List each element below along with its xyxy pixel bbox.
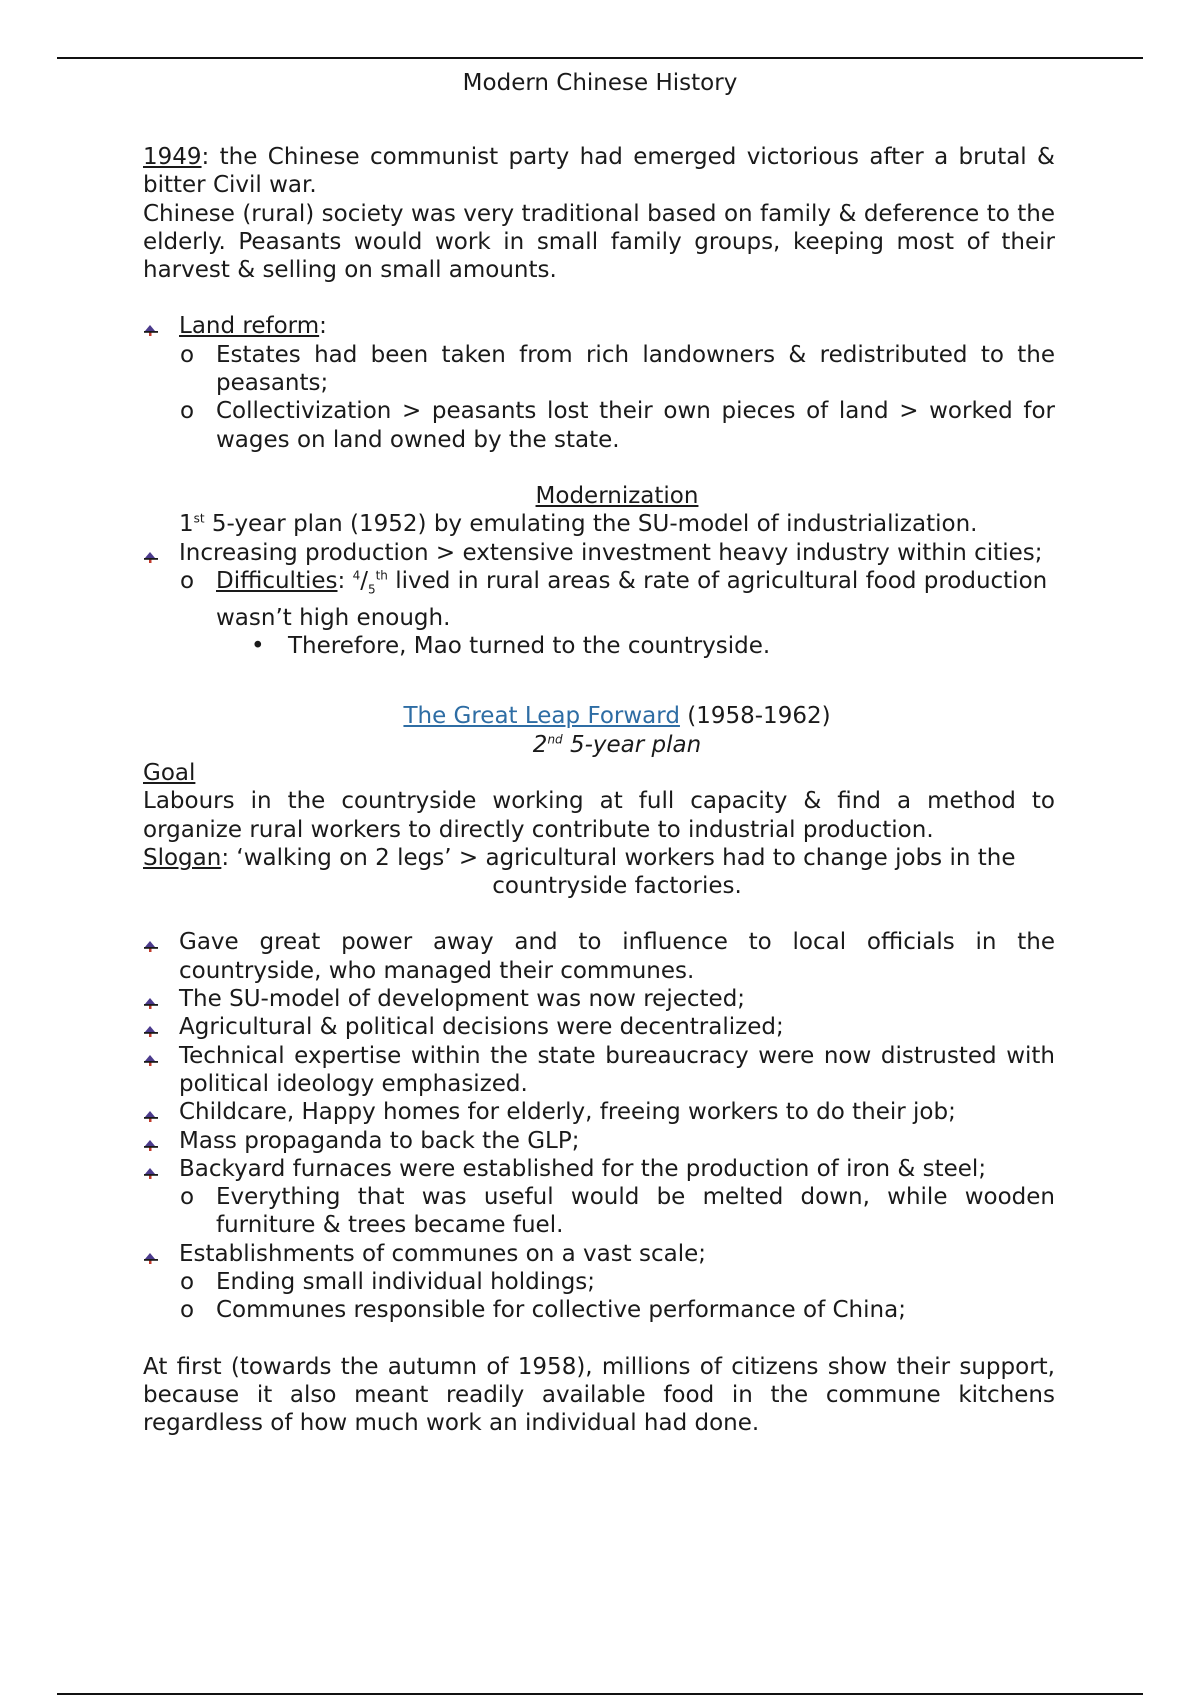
document-body (143, 143, 1055, 1437)
glf-bullet-1: Gave great power away and to influence to local officials in the countryside, who managed their communes. (143, 928, 1055, 985)
circle-marker: o (180, 1297, 195, 1324)
commune-sub-item-1: o Ending small individual holdings; (180, 1268, 596, 1295)
therefore-item: • Therefore, Mao turned to the countryside. (251, 633, 771, 660)
land-reform-bullet: Land reform: (143, 312, 1055, 340)
glf-bullet-2: The SU-model of development was now rejected; (143, 985, 1055, 1013)
bottom-rule (57, 1693, 1143, 1695)
goal-text: Labours in the countryside working at full capacity & find a method to organize rural workers to directly contribute to industrial production. (143, 788, 1055, 843)
year-1949: 1949 (143, 144, 202, 170)
arrow-bullet-icon (143, 1042, 163, 1077)
closing-paragraph: At first (towards the autumn of 1958), millions of citizens show their support, because it also meant readily available food in the commune kitchens regardless of how much work an individual had done. (143, 1353, 1055, 1437)
land-reform-title: Land reform (179, 313, 320, 340)
difficulties-label: Difficulties (216, 567, 338, 594)
circle-marker: o (180, 398, 195, 425)
glf-heading: The Great Leap Forward (1958-1962) (403, 703, 831, 730)
second-plan-line: 2nd 5-year plan (532, 731, 702, 758)
land-reform-item-1: o Estates had been taken from rich landowners & redistributed to the peasants; (180, 341, 1055, 397)
modernization-heading-row (143, 482, 1055, 510)
dot-marker: • (251, 633, 265, 660)
top-rule (57, 57, 1143, 59)
slogan-paragraph: Slogan: ‘walking on 2 legs’ > agricultural workers had to change jobs in the (143, 844, 1016, 871)
commune-sub-item-2: o Communes responsible for collective performance of China; (180, 1297, 906, 1324)
intro-paragraph-2: Chinese (rural) society was very traditional based on family & deference to the elderly. Peasants would work in small family groups, keeping most of their harvest & selling on small amounts. (143, 200, 1055, 284)
glf-bullet-4: Technical expertise within the state bureaucracy were now distrusted with political ideology emphasized. (143, 1042, 1055, 1099)
arrow-bullet-icon (143, 928, 163, 963)
first-plan-line: 1st 5-year plan (1952) by emulating the SU-model of industrialization. (179, 511, 978, 538)
production-bullet: Increasing production > extensive investment heavy industry within cities; (143, 539, 1055, 567)
glf-link[interactable]: The Great Leap Forward (403, 703, 680, 730)
modernization-heading: Modernization (535, 482, 699, 509)
goal-label-row (143, 759, 1055, 787)
glf-bullet-7: Backyard furnaces were established for the production of iron & steel; (143, 1155, 1055, 1183)
land-reform-item-2: o Collectivization > peasants lost their own pieces of land > worked for wages on land owned by the state. (180, 398, 1055, 453)
circle-marker: o (180, 1184, 195, 1211)
slogan-label: Slogan (143, 844, 222, 871)
difficulties-item: o Difficulties: $^4/_5^{th}$ lived in rural areas & rate of agricultural food production wasn’t high enough. (180, 567, 1048, 631)
page-header: Modern Chinese History (462, 70, 738, 96)
circle-marker: o (180, 341, 195, 368)
slogan-continuation: countryside factories. (492, 873, 742, 900)
glf-bullet-communes: Establishments of communes on a vast scale; (143, 1240, 1055, 1268)
intro-paragraph-1: 1949: the Chinese communist party had emerged victorious after a brutal & bitter Civil war. (143, 144, 1055, 199)
glf-bullet-6: Mass propaganda to back the GLP; (143, 1127, 1055, 1155)
circle-marker: o (180, 1268, 195, 1295)
furnace-sub-item: o Everything that was useful would be melted down, while wooden furniture & trees became fuel. (180, 1184, 1055, 1239)
glf-bullet-3: Agricultural & political decisions were decentralized; (143, 1013, 1055, 1041)
goal-label: Goal (143, 759, 196, 786)
circle-marker: o (180, 567, 195, 594)
glf-bullet-5: Childcare, Happy homes for elderly, freeing workers to do their job; (143, 1098, 1055, 1126)
